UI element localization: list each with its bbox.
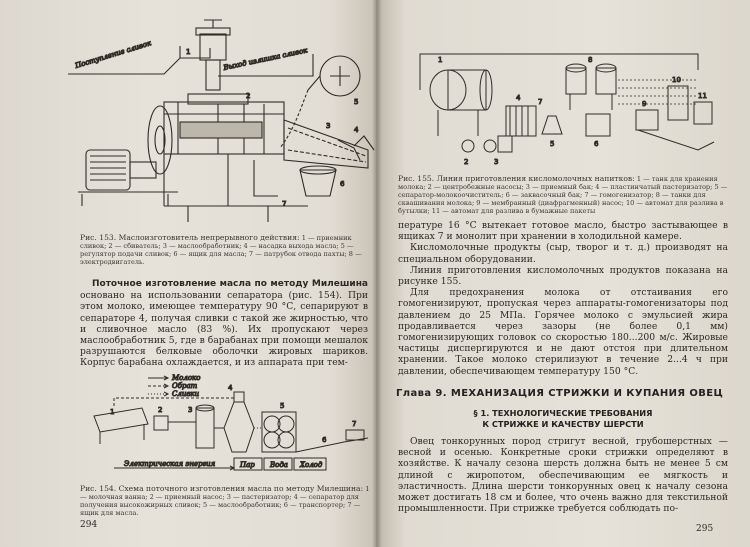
fig155-num-3: 3: [494, 158, 499, 166]
fig154-label-milk: Молоко: [172, 374, 201, 382]
fig154-label-cold: Холод: [300, 461, 323, 469]
section-heading-line1: § 1. ТЕХНОЛОГИЧЕСКИЕ ТРЕБОВАНИЯ: [473, 408, 653, 418]
fig154-num-6: 6: [322, 436, 327, 444]
fig153-num-6: 6: [340, 180, 345, 188]
figure-155-fermented-line: [398, 40, 718, 170]
right-body-text-1: [398, 220, 728, 377]
fig155-num-11: 11: [698, 92, 707, 100]
fig155-num-6: 6: [594, 140, 599, 148]
fig155-caption-lead: Рис. 155. Линия приготовления кисломолочных напитков:: [398, 174, 635, 183]
fig153-num-2: 2: [246, 92, 251, 100]
fig154-label-cream: Сливки: [172, 390, 200, 398]
section-heading-line2: К СТРИЖКЕ И КАЧЕСТВУ ШЕРСТИ: [482, 419, 644, 429]
right-paragraph-4: Овец тонкорунных пород стригут весной, грубошерстных — весной и осенью. Конкретные сроки стрижки определяют в хозяйстве. К началу сезона шерсть должна быть не менее 5 см длиной с жиропотом, обеспечивающим ее мягкость и эластичность. Длина шерсти тонкорунных овец к началу сезона может достигать 18 см и более, что очень важно для текстильной промышленности. При стрижке требуется соблюдать по-: [398, 436, 728, 515]
fig155-num-1: 1: [438, 56, 443, 64]
fig155-num-5: 5: [550, 140, 555, 148]
fig154-num-3: 3: [188, 406, 193, 414]
fig154-num-1: 1: [110, 408, 115, 416]
fig153-num-5: 5: [354, 98, 359, 106]
page-number-left: 294: [80, 520, 98, 530]
fig155-num-8: 8: [588, 56, 593, 64]
fig155-caption-text: 1 — танк для хранения молока; 2 — центробежные насосы; 3 — приемный бак; 4 — пластинчатый пастеризатор; 5 — сепаратор-молокоочиститель; 6 — заквасочный бак; 7 — гомогенизатор; 8 — танки для сквашивания молока; 9 — мембранный (диафрагменный) насос; 10 — автомат для разлива в бутылки; 11 — автомат для разлива в бумажные пакеты: [398, 175, 728, 215]
fig154-num-4: 4: [228, 384, 233, 392]
right-paragraph-1: Кисломолочные продукты (сыр, творог и т. д.) производят на специальном оборудовании.: [398, 242, 728, 265]
page-number-right: 295: [696, 524, 714, 534]
fig154-caption-text: 1 — молочная ванна; 2 — приемный насос; 3 — пастеризатор; 4 — сепаратор для получения высокожирных сливок; 5 — маслообработник; 6 — транспортер; 7 — ящик для масла.: [80, 485, 370, 517]
right-page: [376, 0, 750, 547]
fig153-num-1: 1: [186, 48, 191, 56]
fig155-num-4: 4: [516, 94, 521, 102]
right-body-text-2: [398, 436, 728, 514]
book-gutter: [372, 0, 382, 547]
left-body-text: [80, 278, 368, 369]
fig153-num-4: 4: [354, 126, 359, 134]
heading-mileshin: Поточное изготовление масла по методу Милешина: [92, 279, 368, 289]
fig153-caption: [80, 234, 368, 266]
fig155-num-7: 7: [538, 98, 543, 106]
fig154-num-2: 2: [158, 406, 163, 414]
right-paragraph-2: Линия приготовления кисломолочных продуктов показана на рисунке 155.: [398, 264, 728, 288]
fig154-caption: [80, 485, 370, 517]
fig154-label-water: Вода: [270, 461, 288, 469]
fig154-caption-lead: Рис. 154. Схема поточного изготовления масла по методу Милешина:: [80, 484, 364, 493]
figure-153-butter-maker: [68, 10, 376, 232]
fig154-num-7: 7: [352, 420, 357, 428]
right-paragraph-3: Для предохранения молока от отстаивания его гомогенизируют, пропуская через аппараты-гомогенизаторы под давлением до 25 МПа. Горячее молоко с эмульсией жира продавливается через зазоры (не более 0,1 мм) гомогенизирующих головок со скоростью 180...200 м/с. Жировые частицы диспергируются и не дают отстоя при длительном хранении. Такое молоко стерилизуют в течение 2...4 ч при давлении, обеспечивающем температуру 150 °С.: [398, 287, 728, 377]
fig153-caption-text: 1 — приемник сливок; 2 — сбиватель; 3 — маслообработник; 4 — насадка выхода масла; 5 — регулятор подачи сливок; 6 — ящик для масла; 7 — патрубок отвода пахты; 8 — электродвигатель.: [80, 234, 362, 266]
fig153-caption-lead: Рис. 153. Маслоизготовитель непрерывного действия:: [80, 233, 300, 242]
fig153-label-inlet: Поступление сливок: [74, 39, 153, 70]
fig155-num-2: 2: [464, 158, 469, 166]
fig154-label-skim: Обрат: [172, 382, 198, 390]
fig155-num-9: 9: [642, 100, 647, 108]
fig153-num-3: 3: [326, 122, 331, 130]
fig154-label-power: Электрическая энергия: [124, 460, 216, 468]
right-paragraph-cont: пературе 16 °С вытекает готовое масло, быстро застывающее в ящиках 7 и монолит при хранении в холодильной камере.: [398, 220, 728, 243]
fig153-num-7: 7: [282, 200, 287, 208]
chapter-heading: Глава 9. МЕХАНИЗАЦИЯ СТРИЖКИ И КУПАНИЯ ОВЕЦ: [396, 388, 724, 399]
fig155-num-10: 10: [672, 76, 681, 84]
left-paragraph-1: основано на использовании сепаратора (рис. 154). При этом молоко, имеющее температуру 90 °С, сепарируют в сепараторе 4, получая сливки с такой же жирностью, что и сливочное масло (83 %). Их пропускают через маслообработник 5, где в барабанах при помощи мешалок разрушаются белковые оболочки жировых шариков. Корпус барабана охлаждается, и из аппарата при тем-: [80, 290, 368, 369]
fig154-num-5: 5: [280, 402, 285, 410]
fig155-caption: [398, 175, 728, 215]
figure-154-flow-scheme: [84, 372, 376, 482]
section-heading: [398, 408, 728, 430]
fig154-label-steam: Пар: [240, 461, 255, 469]
fig153-label-outlet: Выход излишка сливок: [222, 46, 309, 72]
